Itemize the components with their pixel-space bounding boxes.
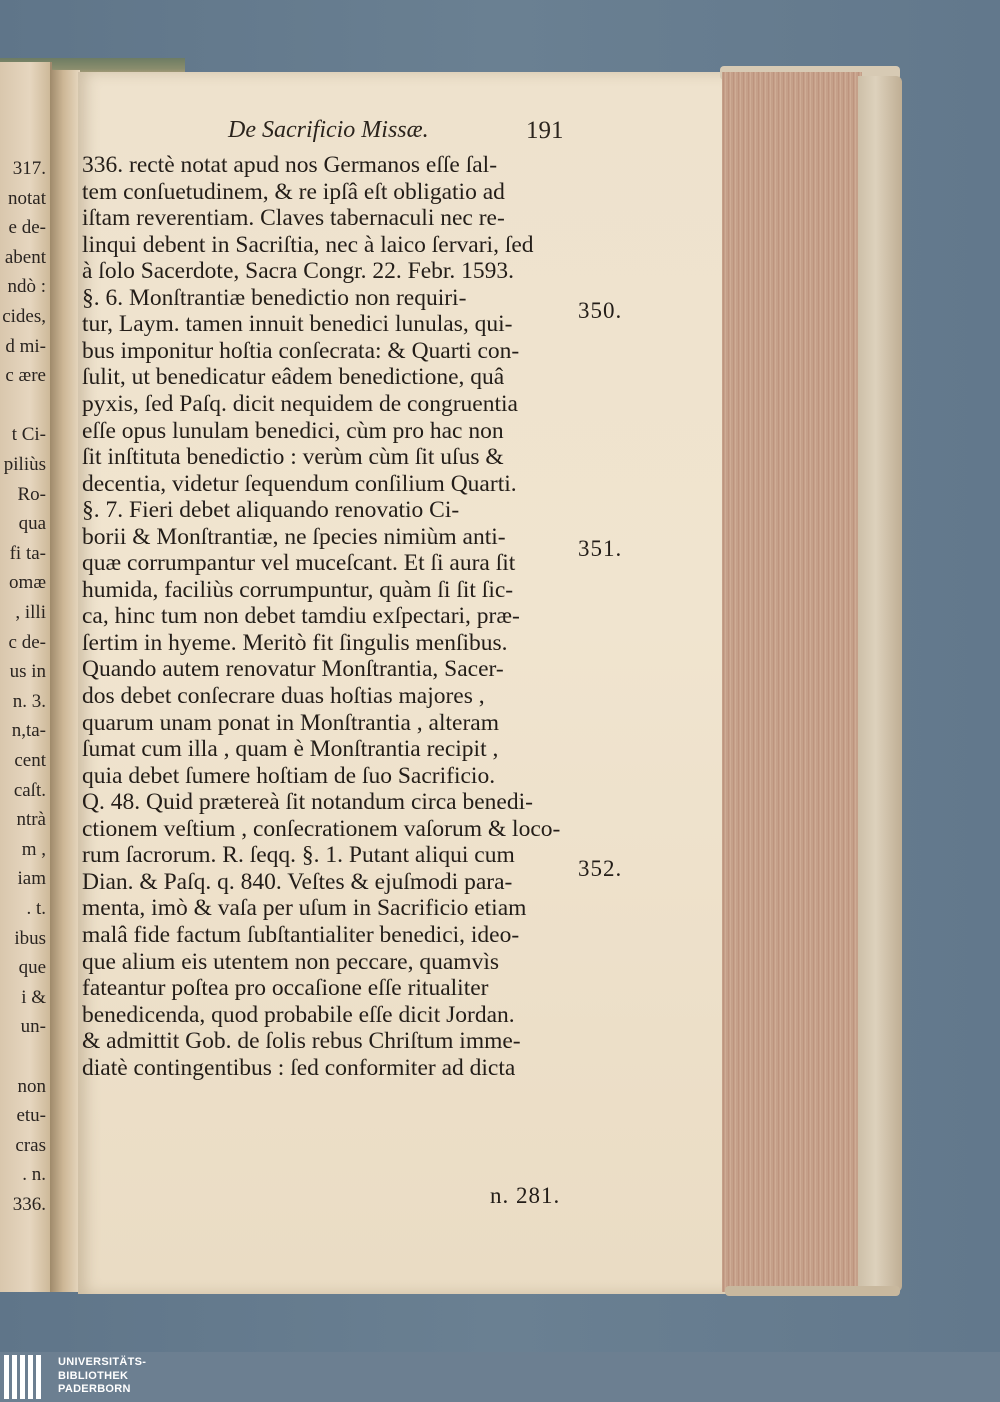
left-page-line: iam bbox=[17, 868, 46, 890]
text-line: eſſe opus lunulam benedici, cùm pro hac non bbox=[82, 417, 504, 444]
left-page-line: qua bbox=[18, 513, 46, 535]
left-page-line: caſt. bbox=[13, 779, 46, 801]
left-page-line: . n. bbox=[22, 1164, 46, 1186]
left-page-line: cras bbox=[15, 1134, 46, 1156]
left-page-line: c ære bbox=[5, 365, 46, 387]
left-page-line: 336. bbox=[12, 1194, 46, 1215]
text-line: que alium eis utentem non peccare, quamvìs bbox=[82, 948, 499, 975]
text-line: fateantur poſtea pro occaſione eſſe ritualiter bbox=[82, 975, 489, 1002]
text-line: linqui debent in Sacriſtia, nec à laico ſervari, ſed bbox=[82, 231, 534, 258]
library-name-line: PADERBORN bbox=[58, 1383, 131, 1395]
text-line: tur, Laym. tamen innuit benedici lunulas, qui- bbox=[82, 311, 513, 338]
left-page-line: t Ci- bbox=[11, 424, 46, 446]
left-page-line: c de- bbox=[8, 631, 46, 653]
left-page-sliver bbox=[0, 62, 52, 1292]
left-page-line: cent bbox=[14, 750, 46, 771]
text-line: borii & Monſtrantiæ, ne ſpecies nimiùm anti- bbox=[82, 523, 506, 550]
left-page-line: cides, bbox=[2, 306, 46, 327]
text-line: & admittit Gob. de ſolis rebus Chriſtum imme- bbox=[82, 1028, 521, 1055]
left-page-line: notat bbox=[8, 187, 46, 209]
catchword: n. 281. bbox=[490, 1183, 561, 1208]
text-line: quia debet ſumere hoſtiam de ſuo Sacrificio. bbox=[82, 762, 496, 789]
text-line: benedicenda, quod probabile eſſe dicit Jordan. bbox=[82, 1001, 515, 1028]
left-page-line: ndò : bbox=[7, 276, 46, 298]
book-gutter bbox=[50, 70, 80, 1292]
text-line: menta, imò & vaſa per uſum in Sacrificio etiam bbox=[82, 895, 527, 922]
text-line: ctionem veſtium , conſecrationem vaſorum & loco- bbox=[82, 815, 561, 842]
left-page-line: ibus bbox=[14, 927, 46, 949]
text-line: decentia, videtur ſequendum conſilium Quarti. bbox=[82, 470, 517, 497]
text-line: pyxis, ſed Paſq. dicit nequidem de congruentia bbox=[82, 390, 518, 417]
text-line: à ſolo Sacerdote, Sacra Congr. 22. Febr. 1593. bbox=[82, 258, 515, 285]
left-page-line: m , bbox=[21, 838, 46, 860]
text-line: quarum unam ponat in Monſtrantia , alteram bbox=[82, 709, 500, 736]
margin-paragraph-number: 352. bbox=[578, 856, 623, 881]
left-page-line: etu- bbox=[16, 1105, 46, 1127]
text-line: diatè contingentibus : ſed conformiter ad dicta bbox=[82, 1054, 516, 1081]
text-line: ſumat cum illa , quam è Monſtrantia recipit , bbox=[82, 736, 499, 763]
left-page-line: non bbox=[17, 1075, 46, 1097]
text-line: Quando autem renovatur Monſtrantia, Sacer- bbox=[82, 656, 504, 683]
text-line: humida, faciliùs corrumpuntur, quàm ſi ſit ſic- bbox=[82, 576, 514, 603]
text-line: bus imponitur hoſtia conſecrata: & Quarti con- bbox=[82, 337, 520, 364]
text-line: rum ſacrorum. R. ſeqq. §. 1. Putant aliqui cum bbox=[82, 842, 515, 869]
text-line: §. 6. Monſtrantiæ benedictio non requiri- bbox=[82, 284, 467, 311]
page-header bbox=[78, 117, 728, 147]
page-number: 191 bbox=[526, 117, 564, 144]
left-page-line: us in bbox=[9, 661, 46, 683]
text-line: iſtam reverentiam. Claves tabernaculi nec re- bbox=[82, 205, 505, 232]
left-page-line: omæ bbox=[9, 572, 46, 594]
text-line: ſulit, ut benedicatur eâdem benedictione, quâ bbox=[82, 364, 505, 391]
left-page-line: , illi bbox=[15, 602, 46, 623]
text-line: tem conſuetudinem, & re ipſâ eſt obligatio ad bbox=[82, 178, 505, 205]
margin-paragraph-number: 350. bbox=[578, 298, 623, 323]
text-line: ſit inſtituta benedictio : verùm cùm ſit uſus & bbox=[82, 444, 504, 471]
left-page-line: i & bbox=[21, 986, 46, 1008]
left-page-line: ntrà bbox=[16, 809, 46, 831]
text-line: malâ fide factum ſubſtantialiter benedici, ideo- bbox=[82, 921, 520, 948]
text-line: 336. rectè notat apud nos Germanos eſſe ſal- bbox=[82, 152, 498, 178]
text-line: Q. 48. Quid prætereà ſit notandum circa benedi- bbox=[82, 789, 533, 816]
text-line: quæ corrumpantur vel muceſcant. Et ſi aura ſit bbox=[82, 550, 516, 577]
left-page-line: Ro- bbox=[17, 483, 46, 505]
library-name-line: BIBLIOTHEK bbox=[58, 1369, 129, 1382]
book-cover bbox=[858, 76, 902, 1292]
library-footer bbox=[0, 1352, 1000, 1402]
text-line: §. 7. Fieri debet aliquando renovatio Ci- bbox=[82, 497, 460, 524]
library-name bbox=[58, 1356, 146, 1397]
left-page-line: abent bbox=[4, 246, 46, 268]
text-line: Dian. & Paſq. q. 840. Veſtes & ejuſmodi para- bbox=[82, 868, 513, 895]
running-title: De Sacrificio Missæ. bbox=[228, 117, 429, 143]
page-fore-edge bbox=[722, 72, 862, 1292]
cover-bottom-edge bbox=[725, 1286, 900, 1296]
library-name-line: UNIVERSITÄTS- bbox=[58, 1356, 147, 1368]
margin-paragraph-number: 351. bbox=[578, 536, 623, 561]
left-page-line: fi ta- bbox=[9, 542, 46, 564]
left-page-line: d mi- bbox=[5, 335, 46, 357]
left-page-line: piliùs bbox=[3, 454, 46, 475]
left-page-line: 317. bbox=[12, 158, 46, 179]
left-page-line: que bbox=[18, 957, 46, 979]
text-line: dos debet conſecrare duas hoſtias majores , bbox=[82, 683, 485, 709]
left-page-line: un- bbox=[20, 1016, 46, 1038]
left-page-line: e de- bbox=[8, 217, 46, 239]
library-logo-icon bbox=[0, 1355, 42, 1399]
left-page-line: n. 3. bbox=[12, 690, 46, 712]
left-page-line: n,ta- bbox=[11, 720, 46, 742]
text-line: ca, hinc tum non debet tamdiu exſpectari, præ- bbox=[82, 603, 520, 630]
text-line: ſertim in hyeme. Meritò fit ſingulis menſibus. bbox=[82, 629, 508, 656]
left-page-line: . t. bbox=[26, 898, 46, 919]
